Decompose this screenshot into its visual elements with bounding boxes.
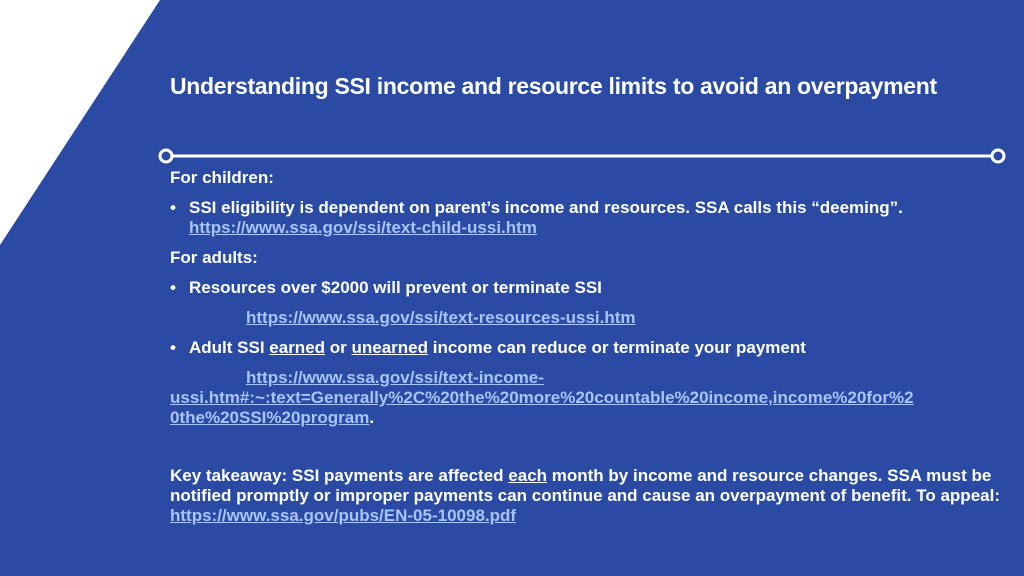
income-ssi-link-part2[interactable]: ussi.htm#:~:text=Generally%2C%20the%20more%20countable%20income,income%20for%2	[170, 388, 914, 407]
bullet-icon: •	[170, 198, 176, 217]
takeaway-text-pre: Key takeaway: SSI payments are affected	[170, 466, 509, 485]
income-text-pre: Adult SSI	[189, 338, 270, 357]
income-link-row-3	[170, 408, 1000, 428]
title-divider-line	[158, 146, 1006, 166]
earned-word: earned	[269, 338, 326, 357]
income-link-row-2	[170, 388, 1000, 408]
adults-bullet-income	[170, 338, 1000, 358]
income-text-mid: or	[325, 338, 352, 357]
slide-content	[170, 168, 1000, 526]
children-bullet	[170, 198, 1000, 238]
adults-bullet-resources	[170, 278, 1000, 298]
income-link-period: .	[369, 408, 375, 427]
children-ssi-link[interactable]: https://www.ssa.gov/ssi/text-child-ussi.htm	[189, 218, 537, 237]
resources-ssi-link[interactable]: https://www.ssa.gov/ssi/text-resources-ussi.htm	[246, 308, 636, 327]
appeal-link[interactable]: https://www.ssa.gov/pubs/EN-05-10098.pdf	[170, 506, 517, 525]
key-takeaway	[170, 466, 1000, 526]
slide-title: Understanding SSI income and resource limits to avoid an overpayment	[170, 73, 937, 99]
bullet-icon: •	[170, 338, 176, 357]
children-heading: For children:	[170, 168, 274, 187]
adults-bullet-resources-text: Resources over $2000 will prevent or terminate SSI	[189, 278, 602, 297]
resources-link-row	[246, 308, 1000, 328]
each-word: each	[508, 466, 548, 485]
income-text-post: income can reduce or terminate your payment	[428, 338, 806, 357]
income-link-row-1	[246, 368, 1000, 388]
corner-triangle-decoration	[0, 0, 160, 245]
takeaway-text-post: month by income and resource changes. SSA must be notified promptly or improper payments can continue and cause an overpayment of benefit. To appeal:	[170, 466, 1000, 505]
income-ssi-link-part3[interactable]: 0the%20SSI%20program	[170, 408, 370, 427]
income-ssi-link-part1[interactable]: https://www.ssa.gov/ssi/text-income-	[246, 368, 544, 387]
bullet-icon: •	[170, 278, 176, 297]
adults-heading: For adults:	[170, 248, 258, 267]
children-bullet-text: SSI eligibility is dependent on parent’s income and resources. SSA calls this “deeming”.	[189, 198, 903, 217]
unearned-word: unearned	[351, 338, 429, 357]
